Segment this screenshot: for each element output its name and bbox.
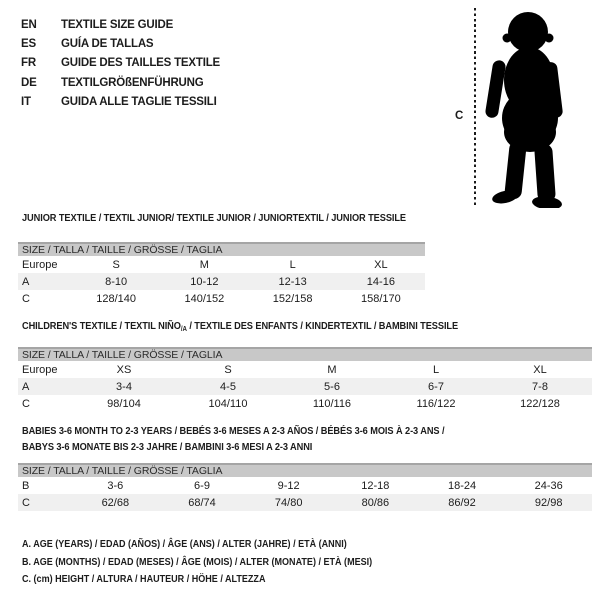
language-row bbox=[21, 15, 220, 34]
size-cell: 4-5 bbox=[220, 380, 236, 393]
size-cell: 10-12 bbox=[190, 275, 219, 288]
row-label: Europe bbox=[22, 363, 58, 376]
language-code: FR bbox=[21, 57, 36, 70]
size-cell: 6-9 bbox=[194, 479, 210, 492]
language-header bbox=[21, 15, 220, 112]
footnote-line-a: A. AGE (YEARS) / EDAD (AÑOS) / ÂGE (ANS) / ALTER (JAHRE) / ETÀ (ANNI) bbox=[22, 538, 347, 550]
size-cell: XL bbox=[374, 258, 388, 271]
height-measure-dashed-line bbox=[474, 8, 476, 208]
table-row bbox=[18, 273, 425, 290]
row-label: A bbox=[22, 275, 30, 288]
size-cell: 6-7 bbox=[428, 380, 444, 393]
size-cell: 80/86 bbox=[361, 496, 390, 509]
table-row bbox=[18, 494, 592, 511]
language-code: EN bbox=[21, 18, 37, 31]
size-cell: M bbox=[327, 363, 337, 376]
footnote-legend bbox=[22, 536, 429, 589]
language-code: IT bbox=[21, 96, 31, 109]
language-row bbox=[21, 34, 220, 53]
size-cell: 18-24 bbox=[447, 479, 477, 492]
children-title-subscript: /A bbox=[180, 326, 187, 333]
size-cell: 7-8 bbox=[532, 380, 548, 393]
size-cell: L bbox=[289, 258, 296, 271]
size-cell: 110/116 bbox=[312, 397, 352, 410]
row-label: Europe bbox=[22, 258, 58, 271]
size-header-bar: SIZE / TALLA / TAILLE / GRÖSSE / TAGLIA bbox=[18, 347, 592, 361]
babies-title-line1: BABIES 3-6 MONTH TO 2-3 YEARS / BEBÉS 3-6 MESES A 2-3 AÑOS / BÉBÉS 3-6 MOIS À 2-3 ANS / bbox=[22, 425, 445, 437]
language-row bbox=[21, 54, 220, 73]
size-cell: 98/104 bbox=[107, 397, 141, 410]
language-label: TEXTILGRÖßENFÜHRUNG bbox=[61, 76, 204, 89]
size-header-bar: SIZE / TALLA / TAILLE / GRÖSSE / TAGLIA bbox=[18, 463, 592, 477]
table-row bbox=[18, 256, 425, 273]
size-cell: 86/92 bbox=[448, 496, 476, 509]
size-cell: M bbox=[199, 258, 209, 271]
language-row bbox=[21, 93, 220, 112]
language-label: GUIDE DES TAILLES TEXTILE bbox=[61, 57, 220, 70]
children-title-text: CHILDREN'S TEXTILE / TEXTIL NIÑO bbox=[22, 320, 181, 332]
table-row bbox=[18, 378, 592, 395]
language-label: GUÍA DE TALLAS bbox=[61, 38, 154, 51]
size-cell: 3-6 bbox=[107, 479, 124, 492]
size-header-bar: SIZE / TALLA / TAILLE / GRÖSSE / TAGLIA bbox=[18, 242, 425, 256]
size-cell: S bbox=[112, 258, 120, 271]
size-cell: 68/74 bbox=[188, 496, 216, 509]
size-cell: 122/128 bbox=[520, 397, 560, 410]
size-cell: 62/68 bbox=[101, 496, 130, 509]
size-cell: S bbox=[224, 363, 232, 376]
table-row bbox=[18, 477, 592, 494]
size-cell: L bbox=[432, 363, 440, 376]
table-row bbox=[18, 395, 592, 412]
row-label: B bbox=[22, 479, 30, 492]
language-label: TEXTILE SIZE GUIDE bbox=[61, 18, 174, 31]
size-cell: 128/140 bbox=[96, 292, 136, 305]
size-cell: 8-10 bbox=[105, 275, 128, 288]
height-c-label: C bbox=[455, 110, 464, 122]
language-code: DE bbox=[21, 76, 37, 89]
size-cell: 104/110 bbox=[208, 397, 248, 410]
size-cell: 3-4 bbox=[116, 380, 132, 393]
size-cell: 12-18 bbox=[361, 479, 390, 492]
size-cell: XL bbox=[533, 363, 547, 376]
table-row bbox=[18, 361, 592, 378]
size-cell: 12-13 bbox=[278, 275, 307, 288]
size-cell: 152/158 bbox=[272, 292, 313, 305]
size-cell: 74/80 bbox=[274, 496, 303, 509]
babies-table bbox=[18, 463, 592, 511]
table-row bbox=[18, 290, 425, 307]
row-label: C bbox=[22, 397, 30, 410]
row-label: A bbox=[22, 380, 30, 393]
junior-table bbox=[18, 242, 425, 307]
children-table-title bbox=[22, 320, 458, 333]
junior-table-title: JUNIOR TEXTILE / TEXTIL JUNIOR/ TEXTILE JUNIOR / JUNIORTEXTIL / JUNIOR TESSILE bbox=[22, 212, 407, 224]
size-cell: 14-16 bbox=[366, 275, 395, 288]
children-title-text: / TEXTILE DES ENFANTS / KINDERTEXTIL / BAMBINI TESSILE bbox=[186, 320, 459, 332]
size-cell: 9-12 bbox=[277, 479, 300, 492]
language-row bbox=[21, 73, 220, 92]
row-label: C bbox=[22, 496, 30, 509]
babies-table-title bbox=[22, 424, 444, 455]
size-cell: 92/98 bbox=[534, 496, 563, 509]
footnote-line-c: C. (cm) HEIGHT / ALTURA / HAUTEUR / HÖHE / ALTEZZA bbox=[22, 573, 266, 585]
size-cell: 140/152 bbox=[184, 292, 225, 305]
size-cell: 158/170 bbox=[360, 292, 401, 305]
size-cell: XS bbox=[116, 363, 132, 376]
babies-title-line2: BABYS 3-6 MONATE BIS 2-3 JAHRE / BAMBINI 3-6 MESI A 2-3 ANNI bbox=[22, 440, 313, 453]
language-code: ES bbox=[21, 38, 36, 51]
baby-silhouette-icon bbox=[483, 8, 573, 208]
language-label: GUIDA ALLE TAGLIE TESSILI bbox=[61, 96, 217, 109]
row-label: C bbox=[22, 292, 30, 305]
children-table bbox=[18, 347, 592, 412]
footnote-line-b: B. AGE (MONTHS) / EDAD (MESES) / ÂGE (MOIS) / ALTER (MONATE) / ETÀ (MESI) bbox=[22, 555, 373, 568]
size-cell: 5-6 bbox=[324, 380, 340, 393]
size-cell: 116/122 bbox=[416, 397, 456, 410]
size-cell: 24-36 bbox=[534, 479, 563, 492]
